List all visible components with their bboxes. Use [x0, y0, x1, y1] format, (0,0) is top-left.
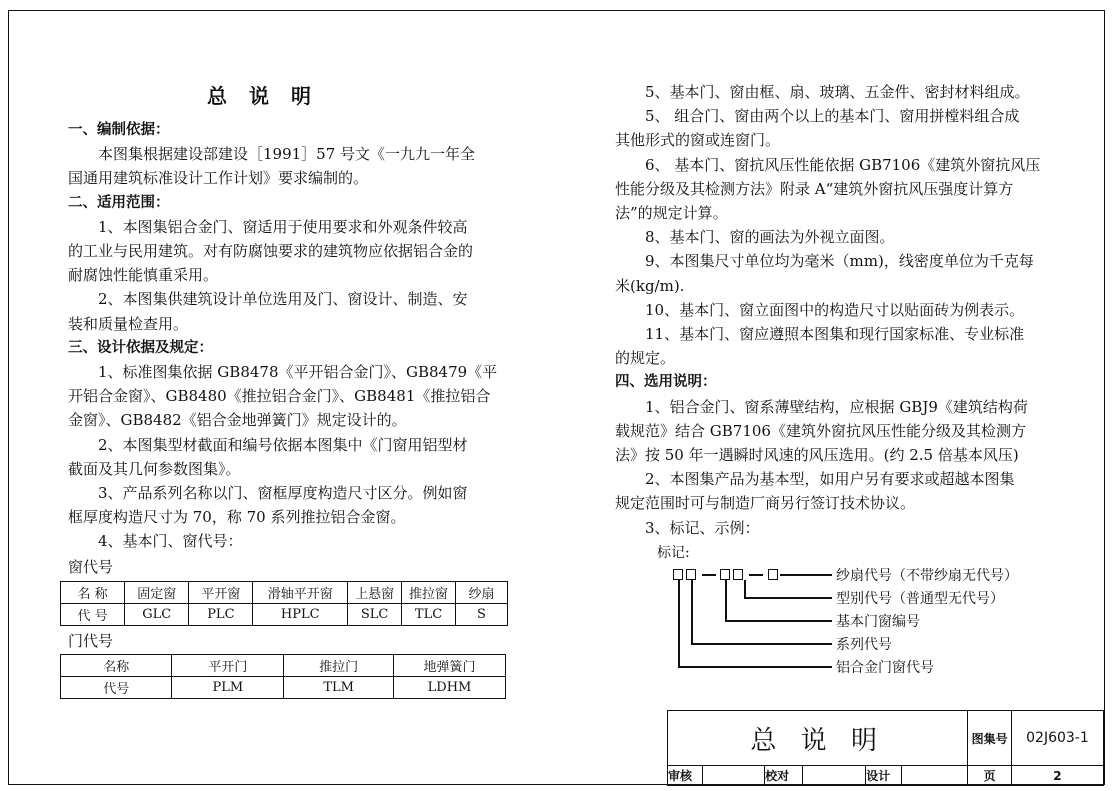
text-line: 其他形式的窗或连窗门。 — [615, 131, 781, 150]
text-line: 2、本图集型材截面和编号依据本图集中《门窗用铝型材 — [98, 435, 468, 454]
leader-line — [678, 580, 680, 667]
text-line: 2、本图集供建筑设计单位选用及门、窗设计、制造、安 — [98, 290, 468, 309]
text-line: 一、编制依据： — [68, 122, 170, 138]
code-box — [720, 569, 730, 580]
text-line: 米(kg/m). — [615, 276, 685, 295]
text-line: 5、 组合门、窗由两个以上的基本门、窗用拼樘料组合成 — [645, 107, 1020, 126]
review-sign — [703, 766, 765, 786]
legend-label: 系列代号 — [836, 637, 892, 653]
atlas-number-label: 图集号 — [968, 711, 1011, 766]
text-line: 1、标准图集依据 GB8478《平开铝合金门》、GB8479《平 — [98, 363, 498, 382]
dash-line — [702, 574, 716, 576]
table-cell: 纱扇 — [456, 582, 508, 604]
design-label: 设计 — [866, 766, 901, 786]
table-cell: 推拉窗 — [402, 582, 456, 604]
table-cell: 代号 — [61, 677, 172, 699]
code-box — [733, 569, 743, 580]
text-line: 框厚度构造尺寸为 70，称 70 系列推拉铝合金窗。 — [68, 508, 406, 527]
table-cell: S — [456, 604, 508, 626]
title-block — [667, 710, 1104, 786]
table-cell: 平开窗 — [189, 582, 253, 604]
table-cell: HPLC — [253, 604, 348, 626]
dash-line — [749, 574, 763, 576]
text-line: 11、基本门、窗应遵照本图集和现行国家标准、专业标准 — [645, 325, 1025, 344]
table-cell: TLM — [284, 677, 394, 699]
table-cell: 固定窗 — [125, 582, 189, 604]
leader-line — [780, 574, 832, 576]
text-line: 的工业与民用建筑。对有防腐蚀要求的建筑物应依据铝合金的 — [68, 242, 474, 261]
code-box — [673, 569, 683, 580]
table-cell: 地弹簧门 — [394, 655, 506, 677]
page-title: 总说明 — [207, 84, 333, 108]
table-cell: GLC — [125, 604, 189, 626]
text-line: 法》按 50 年一遇瞬时风速的风压选用。(约 2.5 倍基本风压) — [615, 446, 1019, 465]
title-block-title: 总 说 明 — [668, 711, 968, 766]
table-cell: 滑轴平开窗 — [253, 582, 348, 604]
leader-line — [691, 580, 693, 644]
marking-label: 标记: — [657, 545, 690, 561]
table-cell: 名 称 — [61, 582, 125, 604]
check-label: 校对 — [765, 766, 802, 786]
text-line: 3、产品系列名称以门、窗框厚度构造尺寸区分。例如窗 — [98, 484, 468, 503]
code-box — [686, 569, 696, 580]
table-cell: 推拉门 — [284, 655, 394, 677]
text-line: 本图集根据建设部建设［1991］57 号文《一九九一年全 — [98, 145, 476, 164]
text-line: 1、本图集铝合金门、窗适用于使用要求和外观条件较高 — [98, 217, 468, 236]
window-code-table — [60, 581, 508, 626]
leader-line — [744, 580, 746, 598]
table-cell: PLC — [189, 604, 253, 626]
legend-label: 型别代号（普通型无代号） — [836, 591, 1004, 607]
text-line: 1、铝合金门、窗系薄壁结构，应根据 GBJ9《建筑结构荷 — [645, 397, 1028, 416]
table-cell: PLM — [172, 677, 284, 699]
legend-label: 纱扇代号（不带纱扇无代号） — [836, 568, 1018, 584]
table-cell: SLC — [348, 604, 402, 626]
text-line: 8、基本门、窗的画法为外视立面图。 — [645, 228, 895, 247]
text-line: 法”的规定计算。 — [615, 204, 728, 223]
text-line: 性能分级及其检测方法》附录 A“建筑外窗抗风压强度计算方 — [615, 179, 1014, 198]
text-line: 2、本图集产品为基本型，如用户另有要求或超越本图集 — [645, 470, 1015, 489]
right-column-text — [615, 80, 1040, 540]
text-line: 4、基本门、窗代号： — [98, 532, 243, 551]
text-line: 装和质量检查用。 — [68, 314, 189, 333]
text-line: 9、本图集尺寸单位均为毫米（mm)，线密度单位为千克每 — [645, 252, 1034, 271]
table-cell: 平开门 — [172, 655, 284, 677]
left-column-text — [68, 118, 497, 554]
text-line: 二、适用范围： — [68, 194, 170, 211]
text-line: 的规定。 — [615, 349, 676, 368]
legend-label: 基本门窗编号 — [836, 614, 920, 630]
design-sign — [901, 766, 968, 786]
leader-line — [691, 643, 832, 645]
text-line: 国通用建筑标准设计工作计划》要求编制的。 — [68, 169, 369, 188]
text-line: 3、标记、示例： — [645, 518, 760, 537]
window-table-label: 窗代号 — [68, 558, 114, 576]
table-cell: TLC — [402, 604, 456, 626]
text-line: 耐腐蚀性能慎重采用。 — [68, 266, 219, 285]
text-line: 三、设计依据及规定： — [68, 339, 213, 356]
text-line: 5、基本门、窗由框、扇、玻璃、五金件、密封材料组成。 — [645, 83, 1030, 101]
table-cell: 名称 — [61, 655, 172, 677]
text-line: 载规范》结合 GB7106《建筑外窗抗风压性能分级及其检测方 — [615, 421, 1026, 440]
leader-line — [744, 597, 832, 599]
review-label: 审核 — [668, 766, 703, 786]
text-line: 开铝合金窗》、GB8480《推拉铝合金门》、GB8481《推拉铝合 — [68, 387, 491, 406]
check-sign — [802, 766, 866, 786]
table-cell: 代 号 — [61, 604, 125, 626]
code-box — [768, 569, 778, 580]
door-table-label: 门代号 — [68, 632, 114, 650]
legend-label: 铝合金门窗代号 — [836, 660, 934, 676]
text-line: 四、选用说明： — [615, 374, 717, 391]
leader-line — [725, 620, 832, 622]
text-line: 金窗》、GB8482《铝合金地弹簧门》规定设计的。 — [68, 411, 407, 430]
text-line: 6、 基本门、窗抗风压性能依据 GB7106《建筑外窗抗风压 — [645, 155, 1041, 174]
atlas-number: 02J603-1 — [1011, 711, 1103, 766]
page-number: 2 — [1011, 766, 1103, 786]
text-line: 截面及其几何参数图集》。 — [68, 459, 241, 478]
leader-line — [678, 666, 832, 668]
table-cell: 上悬窗 — [348, 582, 402, 604]
table-cell: LDHM — [394, 677, 506, 699]
page-label: 页 — [968, 766, 1011, 786]
text-line: 10、基本门、窗立面图中的构造尺寸以贴面砖为例表示。 — [645, 300, 1025, 319]
text-line: 规定范围时可与制造厂商另行签订技术协议。 — [615, 494, 916, 513]
leader-line — [725, 580, 727, 621]
door-code-table — [60, 654, 506, 699]
